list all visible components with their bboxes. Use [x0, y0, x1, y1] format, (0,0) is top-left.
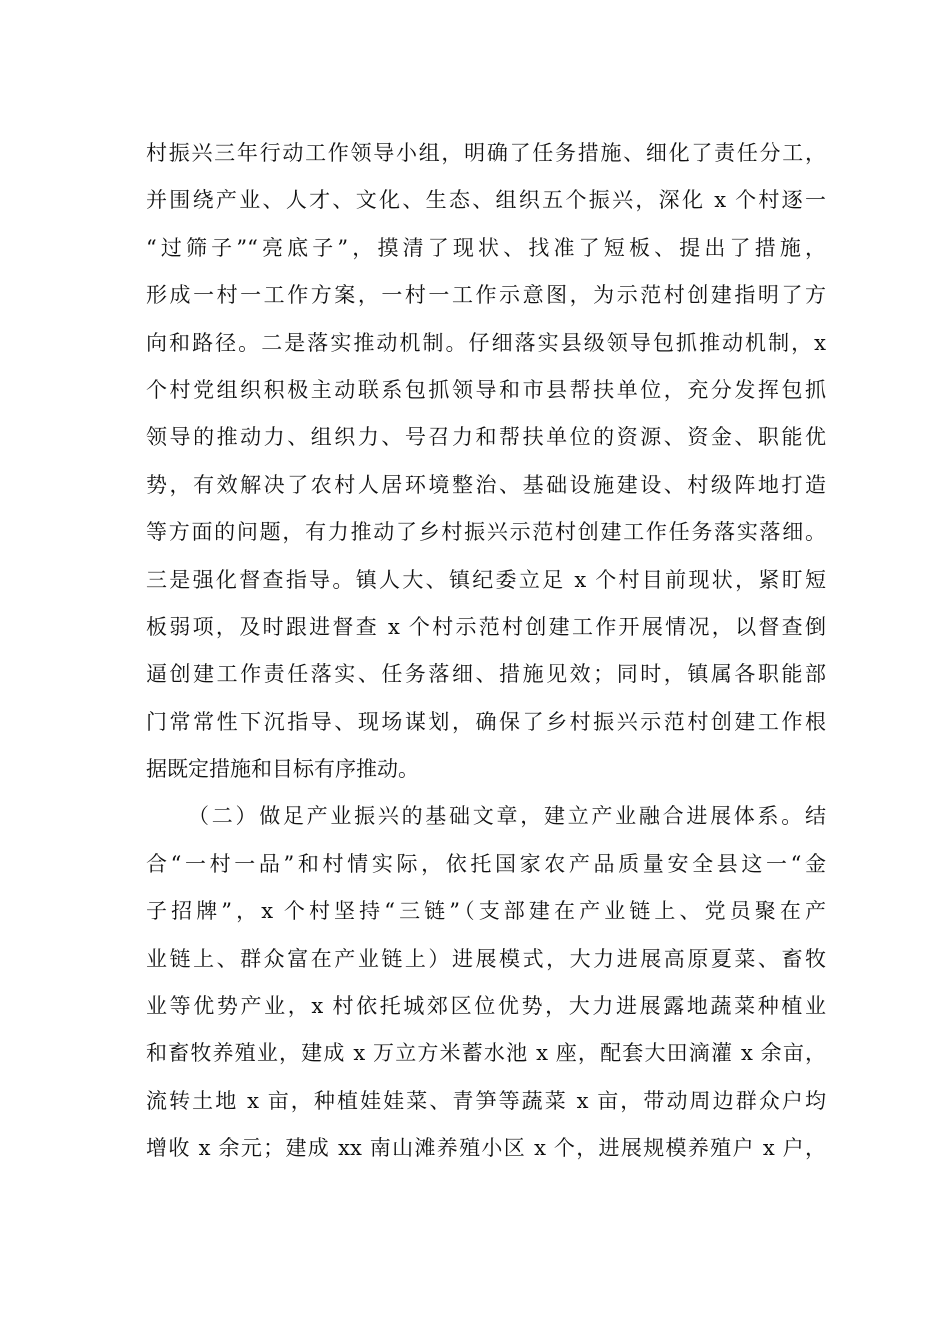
text-line-14: 据既定措施和目标有序推动。 — [146, 757, 419, 782]
text-line-5: 向和路径。二是落实推动机制。仔细落实县级领导包抓推动机制，x — [146, 330, 826, 355]
text-line-11: 板弱项，及时跟进督查 x 个村示范村创建工作开展情况，以督查倒 — [146, 614, 826, 639]
text-line-8: 势，有效解决了农村人居环境整治、基础设施建设、村级阵地打造 — [146, 472, 826, 497]
text-line-10: 三是强化督查指导。镇人大、镇纪委立足 x 个村目前现状，紧盯短 — [146, 567, 826, 592]
text-line-22: 增收 x 余元；建成 xx 南山滩养殖小区 x 个，进展规模养殖户 x 户， — [146, 1136, 826, 1161]
text-line-17: 子招牌”，x 个村坚持“三链”（支部建在产业链上、党员聚在产 — [146, 899, 826, 924]
text-line-6: 个村党组织积极主动联系包抓领导和市县帮扶单位，充分发挥包抓 — [146, 377, 826, 402]
text-line-13: 门常常性下沉指导、现场谋划，确保了乡村振兴示范村创建工作根 — [146, 709, 826, 734]
text-line-15: （二）做足产业振兴的基础文章，建立产业融合进展体系。结 — [188, 804, 826, 829]
text-line-7: 领导的推动力、组织力、号召力和帮扶单位的资源、资金、职能优 — [146, 425, 826, 450]
text-line-9: 等方面的问题，有力推动了乡村振兴示范村创建工作任务落实落细。 — [146, 520, 826, 545]
document-body — [146, 130, 826, 1173]
text-line-16: 合“一村一品”和村情实际，依托国家农产品质量安全县这一“金 — [146, 851, 826, 876]
text-line-1: 村振兴三年行动工作领导小组，明确了任务措施、细化了责任分工， — [146, 141, 826, 165]
text-line-2: 并围绕产业、人才、文化、生态、组织五个振兴，深化 x 个村逐一 — [146, 188, 826, 213]
text-line-20: 和畜牧养殖业，建成 x 万立方米蓄水池 x 座，配套大田滴灌 x 余亩， — [146, 1041, 826, 1066]
text-line-19: 业等优势产业，x 村依托城郊区位优势，大力进展露地蔬菜种植业 — [146, 994, 826, 1019]
text-line-21: 流转土地 x 亩，种植娃娃菜、青笋等蔬菜 x 亩，带动周边群众户均 — [146, 1088, 826, 1113]
text-line-12: 逼创建工作责任落实、任务落细、措施见效；同时，镇属各职能部 — [146, 662, 826, 687]
text-line-3: “过筛子”“亮底子”，摸清了现状、找准了短板、提出了措施， — [146, 235, 826, 260]
text-line-4: 形成一村一工作方案，一村一工作示意图，为示范村创建指明了方 — [146, 283, 826, 308]
text-line-18: 业链上、群众富在产业链上）进展模式，大力进展高原夏菜、畜牧 — [146, 946, 826, 971]
